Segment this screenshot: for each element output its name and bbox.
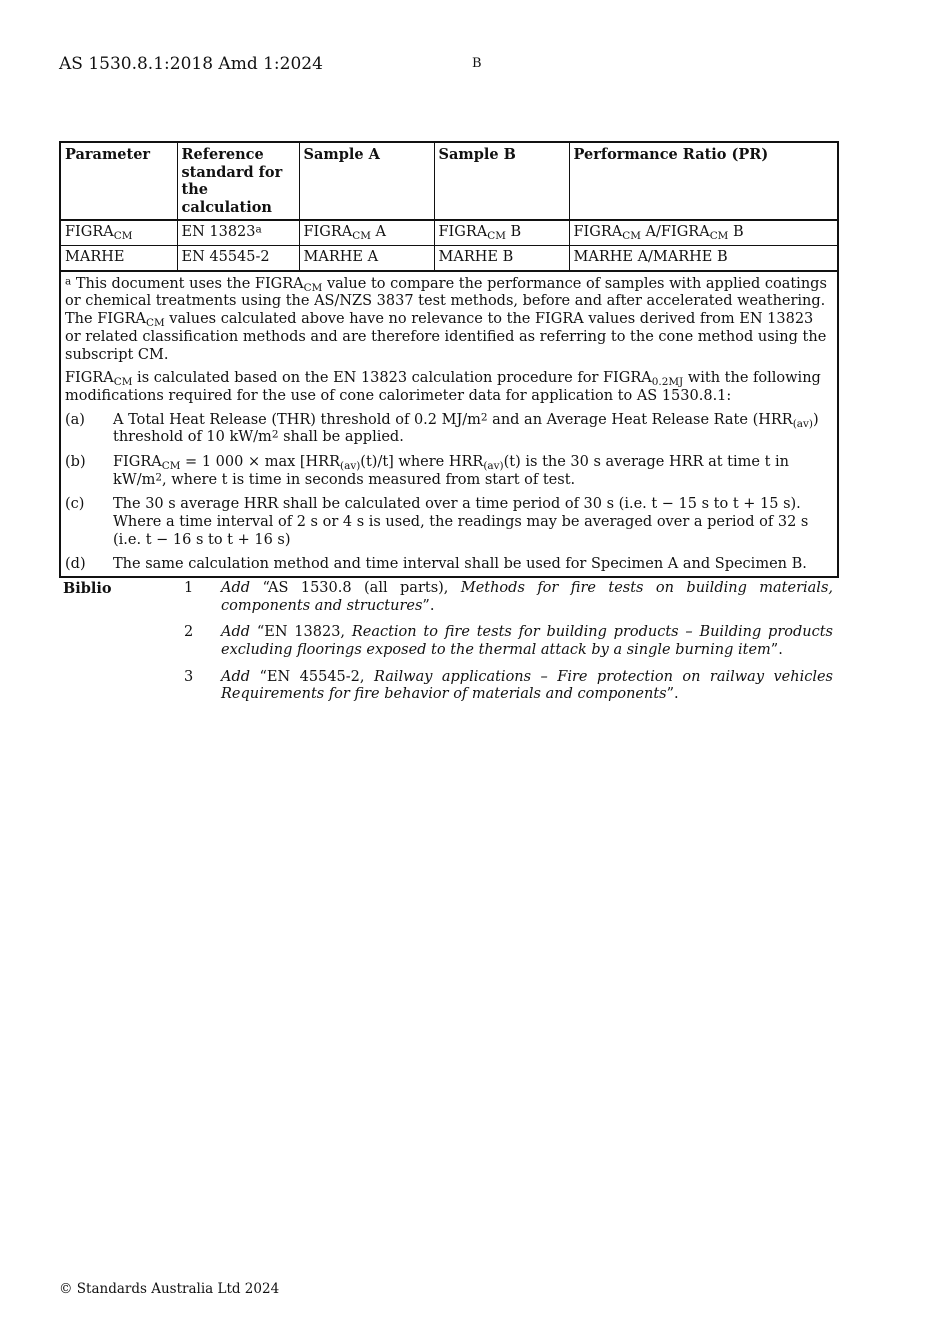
modification-item <box>65 412 833 447</box>
modification-text: $FIGRA_{CM} = 1$ $000 \times \max [HRR_{(av)}(t)/t]$ where $HRR_{(av)}(t)$ is the 30 s average HRR at time t in $kW/m^2$, where t is time in seconds measured from start of test. <box>113 453 789 488</box>
modification-item <box>65 454 833 489</box>
document-id: AS 1530.8.1:2018 Amd 1:2024 <box>59 54 323 74</box>
header-parameter: Parameter <box>60 142 177 220</box>
copyright-footer: © Standards Australia Ltd 2024 <box>59 1281 280 1297</box>
cell-performance-ratio: MARHE A/MARHE B <box>569 245 838 271</box>
parameters-table <box>59 141 839 578</box>
modification-text: A Total Heat Release (THR) threshold of 0.2 $MJ/m^2$ and an Average Heat Release Rate $(HRR_{(av)})$ threshold of 10 $kW/m^2$ shall be applied. <box>113 410 819 446</box>
table-row <box>60 220 838 246</box>
modification-label: (c) <box>65 496 85 513</box>
bibliography-heading: Biblio <box>63 580 112 597</box>
cell-sample-a: MARHE A <box>299 245 434 271</box>
modification-label: (a) <box>65 411 85 428</box>
footnote-marker: a <box>255 223 262 236</box>
modification-item <box>65 496 833 549</box>
table-notes-row <box>60 271 838 577</box>
modification-label: (d) <box>65 556 86 573</box>
cell-performance-ratio: $FIGRA_{CM}$ $A/FIGRA_{CM}$ B <box>569 220 838 246</box>
header-sample-a: Sample A <box>299 142 434 220</box>
table-footnote: $^a$ This document uses the $FIGRA_{CM}$ value to compare the performance of samples with applied coatings or chemical treatments using the AS/NZS 3837 test methods, before and after accelerated weathering. The $FIGRA_{CM}$ values calculated above have no relevance to the FIGRA values derived from EN 13823 or related classification methods and are therefore identified as referring to the cone method using the subscript CM. <box>65 275 827 363</box>
item-number: 1 <box>184 580 194 596</box>
modification-label: (b) <box>65 453 86 470</box>
item-text: Add “EN 13823, Reaction to fire tests for building products – Building products excluding floorings exposed to the thermal attack by a single burning item”. <box>221 624 833 659</box>
bibliography-list <box>184 580 833 713</box>
cell-parameter: MARHE <box>60 245 177 271</box>
modification-item <box>65 556 833 574</box>
cell-reference: EN 45545-2 <box>177 245 299 271</box>
cell-sample-b: MARHE B <box>434 245 569 271</box>
item-number: 2 <box>184 624 194 641</box>
cell-sample-b: $FIGRA_{CM}$ B <box>434 220 569 246</box>
table-header-row <box>60 142 838 220</box>
table-row <box>60 245 838 271</box>
modification-text: The 30 s average HRR shall be calculated over a time period of 30 s (i.e. t − 15 s to t + 15 s). Where a time interval of 2 s or 4 s is used, the readings may be averaged over a period of 32 s (i.e. t − 16 s to t + 16 s) <box>113 496 809 548</box>
cell-reference: EN 13823$^a$ <box>177 220 299 246</box>
item-number: 3 <box>184 668 194 685</box>
modification-text: The same calculation method and time interval shall be used for Specimen A and Specimen B. <box>113 556 807 573</box>
cell-sample-a: $FIGRA_{CM}$ A <box>299 220 434 246</box>
list-item <box>184 624 833 659</box>
cell-parameter: $FIGRA_{CM}$ <box>60 220 177 246</box>
item-text: Add “EN 45545-2, Railway applications – Fire protection on railway vehicles Requirements for fire behavior of materials and components”. <box>221 668 834 703</box>
list-item <box>184 669 833 704</box>
item-text: Add “AS 1530.8 (all parts), Methods for fire tests on building materials, components and structures”. <box>221 580 833 614</box>
calculation-intro: $FIGRA_{CM}$ is calculated based on the EN 13823 calculation procedure for $FIGRA_{0.2MJ}$ with the following modifications required for the use of cone calorimeter data for application to AS 1530.8.1: <box>65 370 821 404</box>
list-item <box>184 580 833 615</box>
table-notes <box>60 271 838 577</box>
page-letter: B <box>472 56 482 71</box>
header-performance-ratio: Performance Ratio (PR) <box>569 142 838 220</box>
header-sample-b: Sample B <box>434 142 569 220</box>
header-reference-standard: Reference standard for the calculation <box>177 142 299 220</box>
